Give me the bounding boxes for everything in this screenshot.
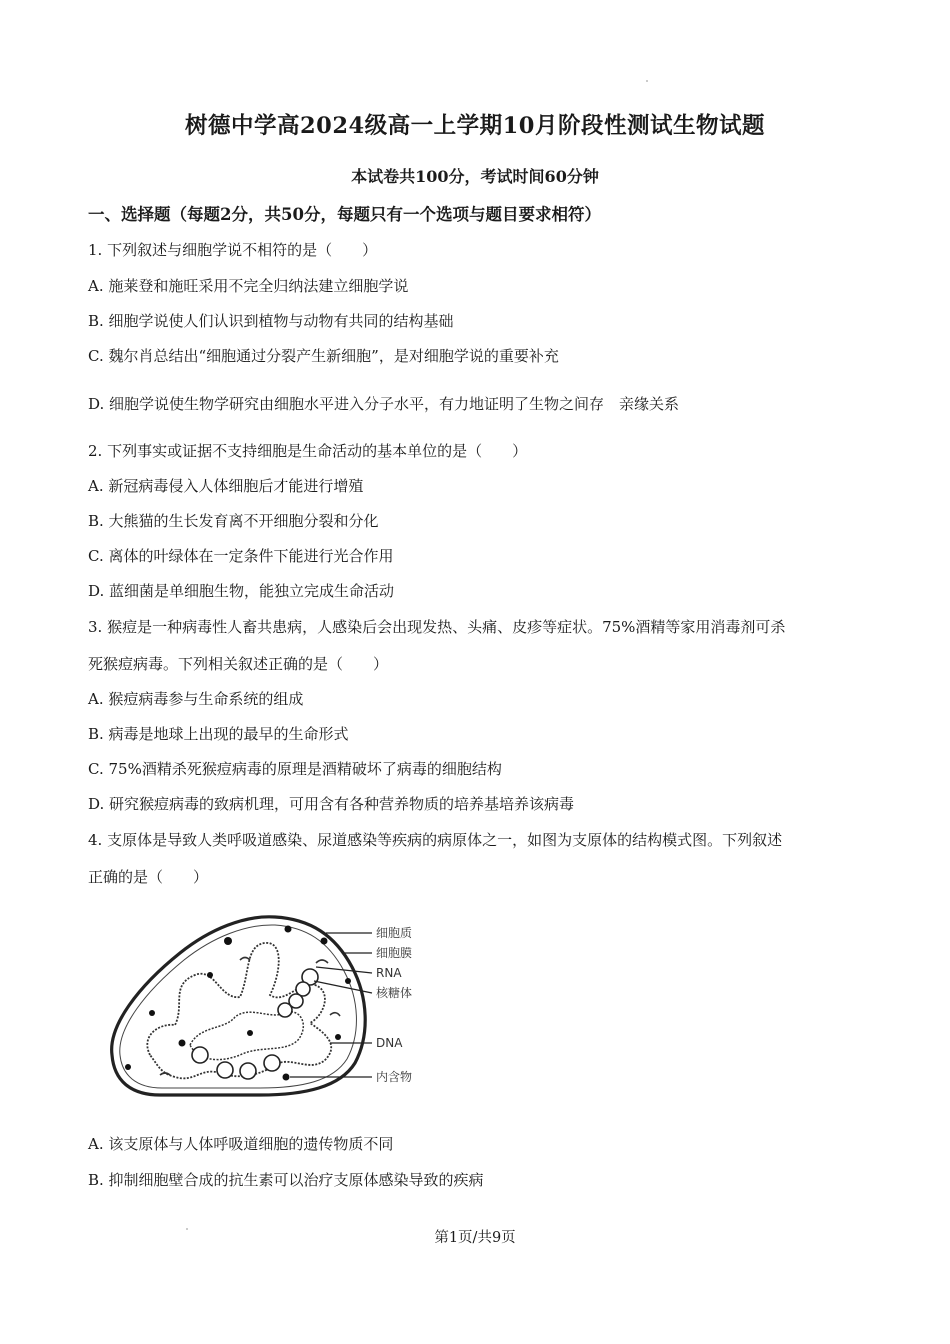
inclusion-dots	[125, 926, 351, 1081]
question-4-stem-line-1: 4. 支原体是导致人类呼吸道感染、尿道感染等疾病的病原体之一，如图为支原体的结构模式图。下列叙述	[88, 831, 783, 849]
exam-info: 本试卷共100分，考试时间60分钟	[351, 167, 599, 186]
cell-membrane-inner	[120, 925, 357, 1088]
label-rna: RNA	[376, 966, 402, 980]
label-inclusion: 内含物	[376, 1070, 413, 1084]
question-4-stem-line-2: 正确的是（ ）	[88, 868, 209, 886]
question-1-option-d: D. 细胞学说使生物学研究由细胞水平进入分子水平，有力地证明了生物之间存 亲缘关系	[88, 395, 680, 413]
speck	[646, 80, 648, 82]
ribosomes	[192, 969, 318, 1079]
question-3-option-b: B. 病毒是地球上出现的最早的生命形式	[88, 725, 349, 743]
question-2-option-c: C. 离体的叶绿体在一定条件下能进行光合作用	[88, 547, 394, 565]
question-4-option-a: A. 该支原体与人体呼吸道细胞的遗传物质不同	[88, 1135, 394, 1153]
question-2-option-d: D. 蓝细菌是单细胞生物，能独立完成生命活动	[88, 582, 395, 600]
question-3-stem-line-2: 死猴痘病毒。下列相关叙述正确的是（ ）	[88, 655, 389, 673]
page-title: 树德中学高2024级高一上学期10月阶段性测试生物试题	[185, 113, 765, 139]
section-heading: 一、选择题（每题2分，共50分，每题只有一个选项与题目要求相符）	[88, 205, 601, 224]
question-3-stem-line-1: 3. 猴痘是一种病毒性人畜共患病，人感染后会出现发热、头痛、皮疹等症状。75%酒精等家用消毒剂可杀	[88, 618, 786, 636]
question-1-option-c: C. 魏尔肖总结出“细胞通过分裂产生新细胞”，是对细胞学说的重要补充	[88, 347, 559, 365]
mycoplasma-diagram	[100, 905, 440, 1105]
question-2-option-b: B. 大熊猫的生长发育离不开细胞分裂和分化	[88, 512, 379, 530]
page-number: 第1页/共9页	[434, 1230, 516, 1246]
question-2-option-a: A. 新冠病毒侵入人体细胞后才能进行增殖	[88, 477, 364, 495]
question-2-stem: 2. 下列事实或证据不支持细胞是生命活动的基本单位的是（ ）	[88, 442, 528, 460]
question-3-option-c: C. 75%酒精杀死猴痘病毒的原理是酒精破坏了病毒的细胞结构	[88, 760, 502, 778]
label-ribosome: 核糖体	[376, 986, 413, 1000]
question-1-option-a: A. 施莱登和施旺采用不完全归纳法建立细胞学说	[88, 277, 409, 295]
question-1-option-b: B. 细胞学说使人们认识到植物与动物有共同的结构基础	[88, 312, 454, 330]
label-cytoplasm: 细胞质	[376, 926, 413, 940]
question-4-option-b: B. 抑制细胞壁合成的抗生素可以治疗支原体感染导致的疾病	[88, 1171, 484, 1189]
question-1-stem: 1. 下列叙述与细胞学说不相符的是（ ）	[88, 241, 378, 259]
label-dna: DNA	[376, 1036, 403, 1050]
question-3-option-d: D. 研究猴痘病毒的致病机理，可用含有各种营养物质的培养基培养该病毒	[88, 795, 575, 813]
dna-strand	[147, 943, 331, 1078]
cell-membrane-outline	[112, 917, 366, 1095]
label-cell-membrane: 细胞膜	[376, 946, 413, 960]
question-3-option-a: A. 猴痘病毒参与生命系统的组成	[88, 690, 304, 708]
